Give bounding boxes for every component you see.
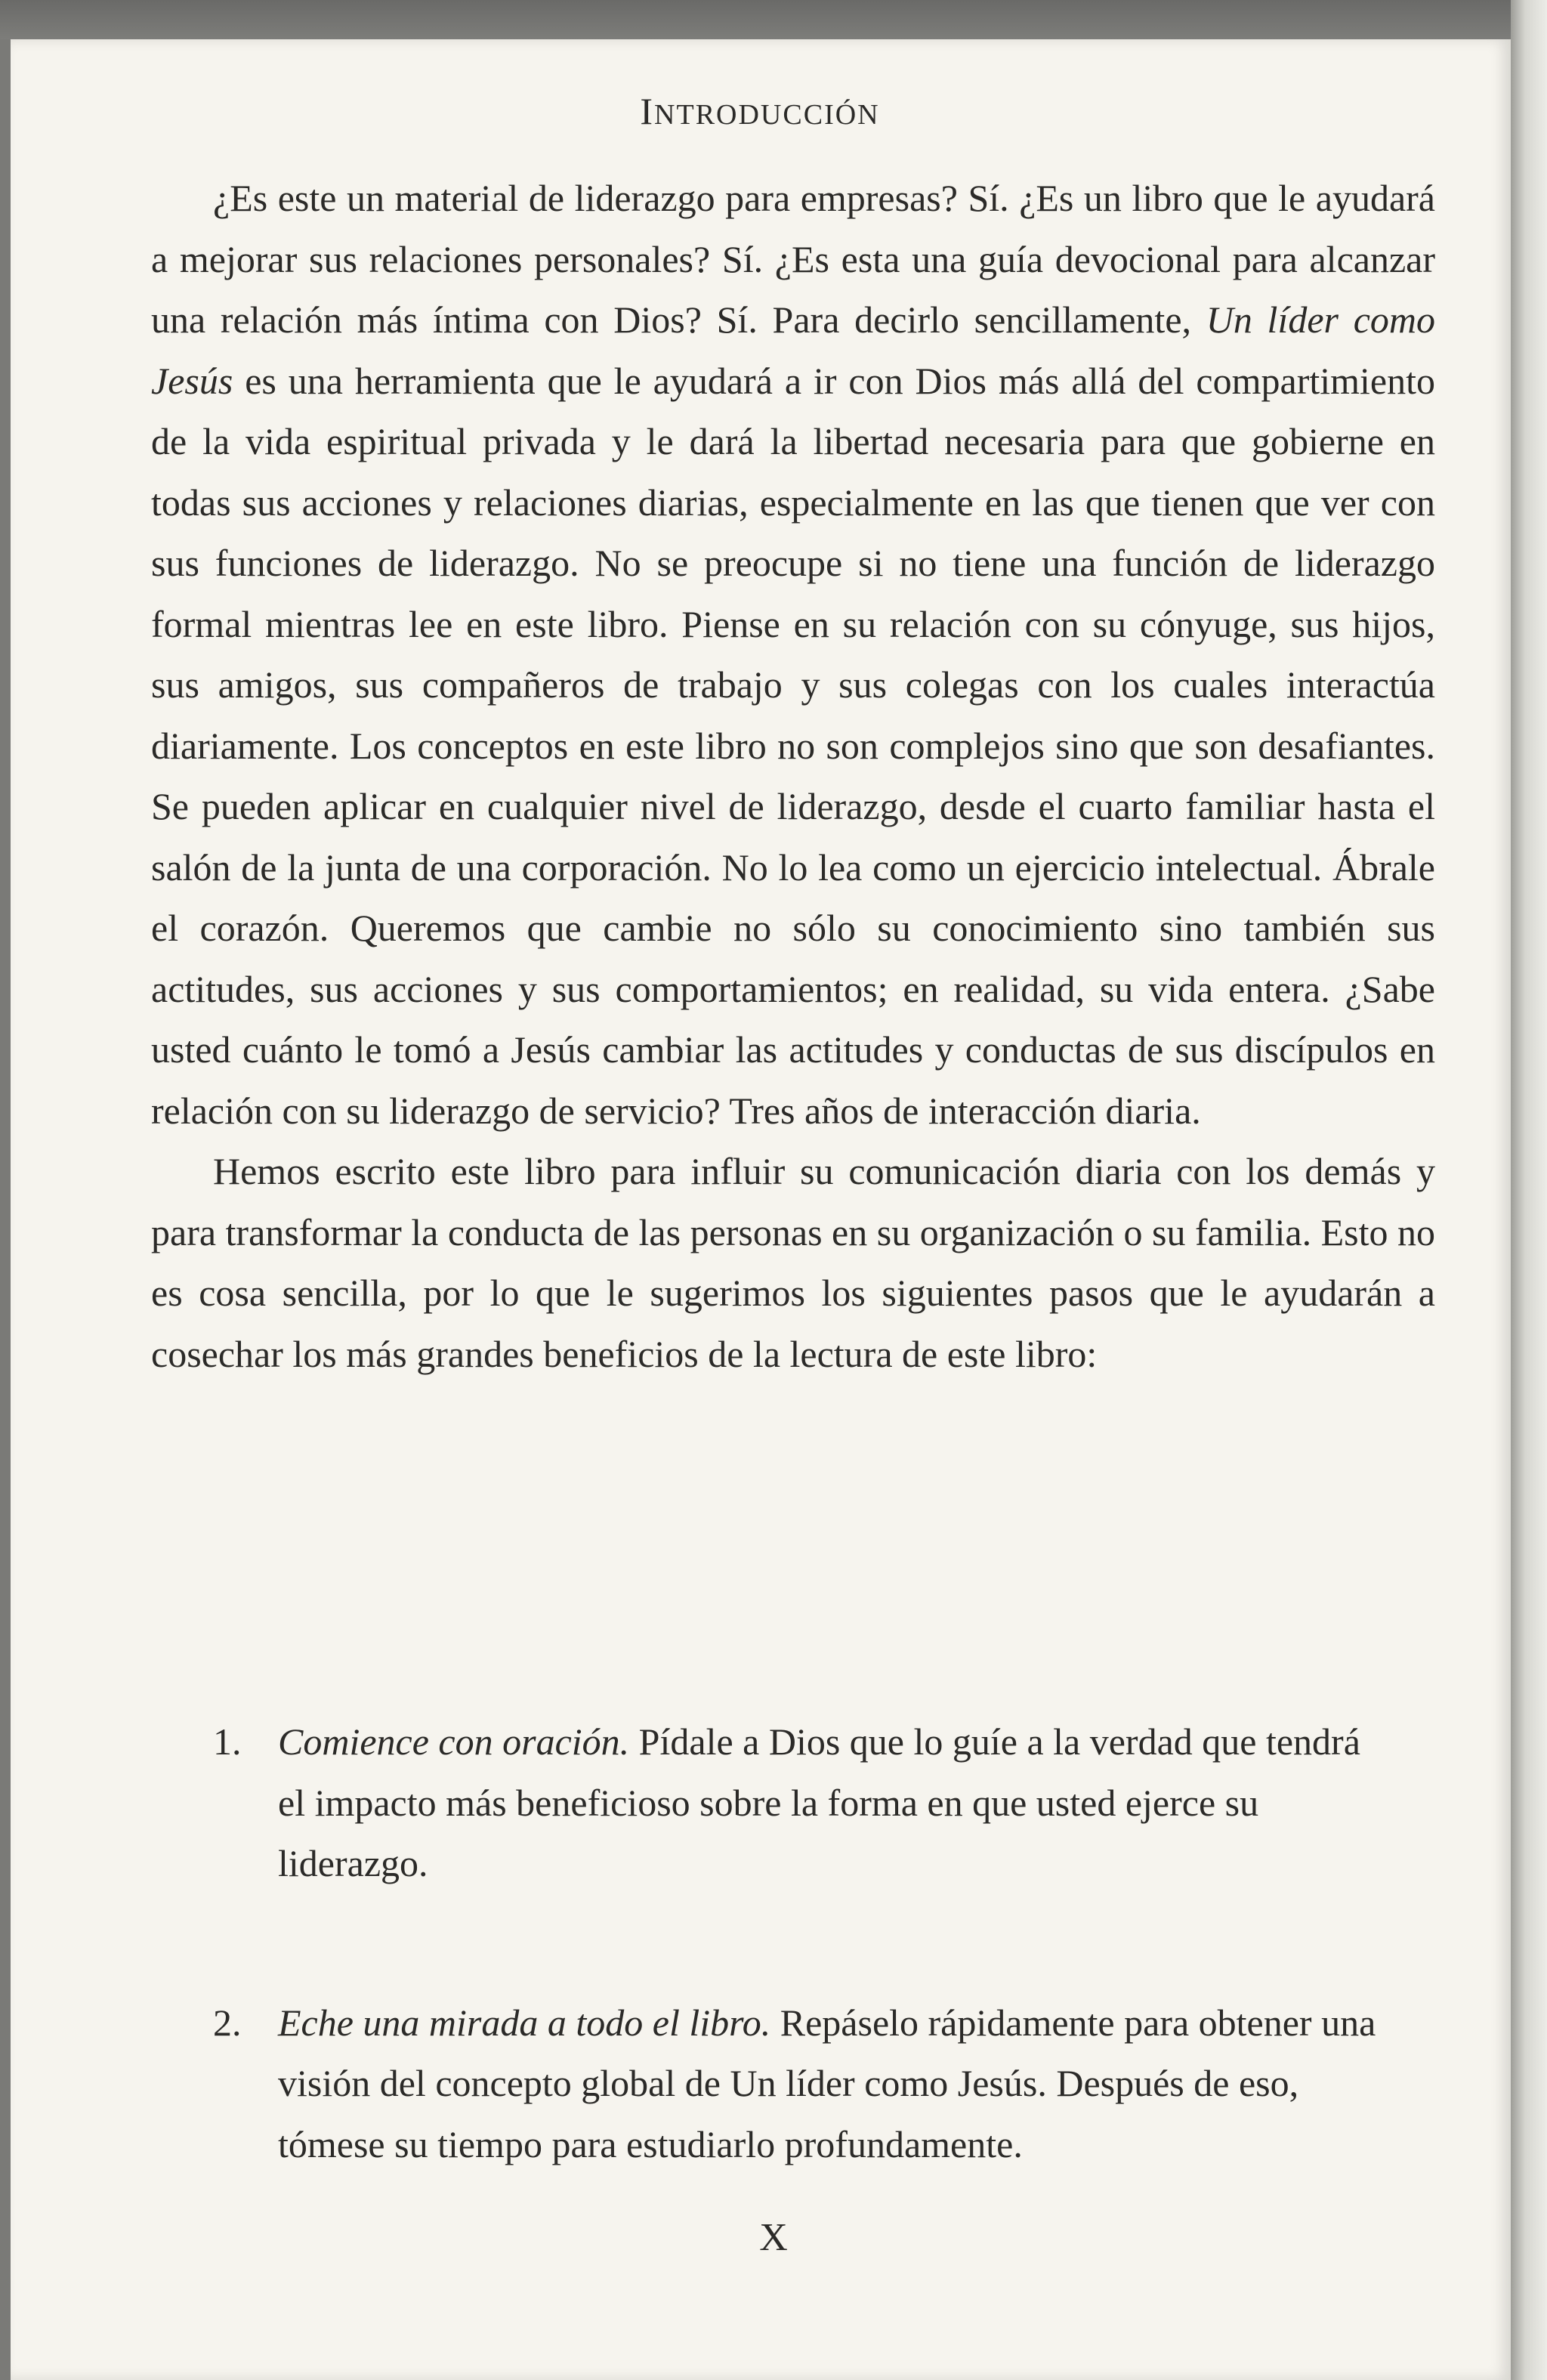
scan-border-left [0,39,11,2380]
scan-border-top [0,0,1547,39]
paragraph-2-text: Hemos escrito este libro para influir su comunicación diaria con los demás y para transformar la conducta de las personas en su organización o su familia. Esto no es cosa sencilla, por lo que le sugerimos los siguientes pasos que le ayudarán a cosechar los más grandes beneficios de la lectura de este libro: [151,1150,1435,1375]
scan-border-right [1511,0,1547,2380]
running-head-initial: I [640,90,655,132]
steps-list [151,1711,1390,2273]
running-head [0,89,1520,133]
paragraph-1 [151,168,1435,1141]
paragraph-2 [151,1141,1435,1384]
step-title: Eche una mirada a todo el libro. [278,2001,771,2044]
paragraph-1-part-2: es una herramienta que le ayudará a ir con Dios más allá del compartimiento de la vida espiritual privada y le dará la libertad necesaria para que gobierne en todas sus acciones y relaciones diarias, especialmente en las que tienen que ver con sus funciones de liderazgo. No se preocupe si no tiene una función de liderazgo formal mientras lee en este libro. Piense en su relación con su cónyuge, sus hijos, sus amigos, sus compañeros de trabajo y sus colegas con los cuales interactúa diariamente. Los conceptos en este libro no son complejos sino que son desafiantes. Se pueden aplicar en cualquier nivel de liderazgo, desde el cuarto familiar hasta el salón de la junta de una corporación. No lo lea como un ejercicio intelectual. Ábrale el corazón. Queremos que cambie no sólo su conocimiento sino también sus actitudes, sus acciones y sus comportamientos; en realidad, su vida entera. ¿Sabe usted cuánto le tomó a Jesús cambiar las actitudes y conductas de sus discípulos en relación con su liderazgo de servicio? Tres años de interacción diaria. [151,359,1435,1132]
paragraph-1-part-1: ¿Es este un material de liderazgo para empresas? Sí. ¿Es un libro que le ayudará a mejorar sus relaciones personales? Sí. ¿Es esta una guía devocional para alcanzar una relación más íntima con Dios? Sí. Para decirlo sencillamente, [151,177,1435,341]
step-number: 2. [213,2001,242,2044]
step-title: Comience con oración. [278,1720,630,1763]
step-text: Repáselo rápidamente para obtener una visión del concepto global de Un líder como Jesús. Después de eso, tómese su tiempo para estudiarlo profundamente. [278,2001,1376,2165]
step-text: Pídale a Dios que lo guíe a la verdad que tendrá el impacto más beneficioso sobre la forma en que usted ejerce su liderazgo. [278,1720,1360,1884]
step-item [151,1711,1390,1894]
step-number: 1. [213,1720,242,1763]
step-item [151,1992,1390,2175]
page-number: X [759,2216,788,2259]
running-head-rest: NTRODUCCIÓN [654,99,880,131]
body-text [151,168,1435,1384]
book-title: Un líder como Jesús [151,298,1436,402]
